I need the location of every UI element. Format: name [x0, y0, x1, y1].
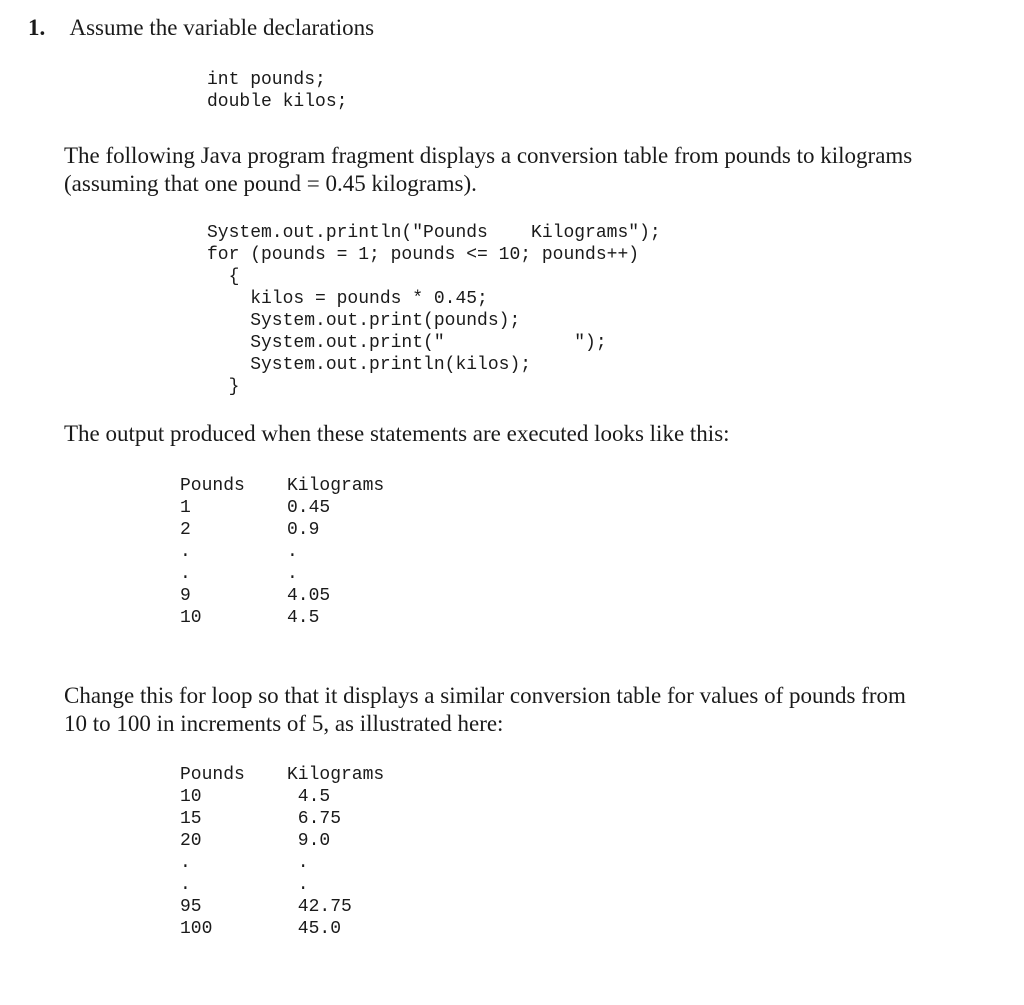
code-line: System.out.print(" "); — [207, 333, 607, 353]
paragraph-line: Change this for loop so that it displays a similar conversion table for values of pounds from — [64, 683, 906, 708]
paragraph-task — [64, 682, 906, 738]
paragraph-line: 10 to 100 in increments of 5, as illustrated here: — [64, 711, 504, 736]
table-row — [180, 541, 384, 563]
code-line: } — [207, 377, 240, 397]
cell-pounds: 100 — [180, 919, 213, 939]
declarations-block — [207, 69, 347, 113]
cell-pounds: 2 — [180, 520, 191, 540]
output-table-header — [180, 475, 384, 497]
cell-kilograms: 4.5 — [287, 787, 331, 807]
table-row — [180, 497, 384, 519]
cell-kilograms: 4.05 — [287, 586, 331, 606]
table-row — [180, 519, 384, 541]
target-table — [180, 764, 384, 940]
question-header — [28, 14, 374, 42]
cell-pounds: 10 — [180, 787, 202, 807]
cell-kilograms: . — [287, 875, 309, 895]
cell-kilograms: 0.45 — [287, 498, 331, 518]
code-block — [207, 222, 661, 398]
table-row — [180, 830, 384, 852]
cell-kilograms: 4.5 — [287, 608, 320, 628]
code-line: System.out.print(pounds); — [207, 311, 521, 331]
table-row — [180, 874, 384, 896]
table-row — [180, 896, 384, 918]
table-row — [180, 852, 384, 874]
cell-pounds: 9 — [180, 586, 191, 606]
cell-kilograms: 6.75 — [287, 809, 342, 829]
table-row — [180, 585, 384, 607]
code-line: for (pounds = 1; pounds <= 10; pounds++) — [207, 245, 640, 265]
cell-pounds: 10 — [180, 608, 202, 628]
header-kilograms: Kilograms — [287, 765, 385, 785]
cell-pounds: . — [180, 875, 191, 895]
target-table-header — [180, 764, 384, 786]
cell-kilograms: . — [287, 853, 309, 873]
cell-pounds: . — [180, 564, 191, 584]
question-number: 1. — [28, 15, 46, 40]
cell-kilograms: . — [287, 564, 298, 584]
declaration-line: int pounds; — [207, 70, 326, 90]
code-line: System.out.println("Pounds Kilograms"); — [207, 223, 661, 243]
table-row — [180, 563, 384, 585]
header-kilograms: Kilograms — [287, 476, 385, 496]
cell-kilograms: 9.0 — [287, 831, 331, 851]
cell-kilograms: 0.9 — [287, 520, 320, 540]
table-row — [180, 918, 384, 940]
table-row — [180, 808, 384, 830]
cell-kilograms: 45.0 — [287, 919, 342, 939]
paragraph-output-intro: The output produced when these statements are executed looks like this: — [64, 421, 730, 446]
code-line: { — [207, 267, 240, 287]
paragraph-line: (assuming that one pound = 0.45 kilograms). — [64, 171, 477, 196]
cell-pounds: 1 — [180, 498, 191, 518]
output-table — [180, 475, 384, 629]
cell-pounds: 15 — [180, 809, 202, 829]
cell-pounds: . — [180, 542, 191, 562]
cell-pounds: . — [180, 853, 191, 873]
table-row — [180, 607, 384, 629]
cell-pounds: 20 — [180, 831, 202, 851]
question-intro: Assume the variable declarations — [69, 15, 375, 40]
cell-kilograms: 42.75 — [287, 897, 352, 917]
header-pounds: Pounds — [180, 765, 245, 785]
cell-pounds: 95 — [180, 897, 202, 917]
header-pounds: Pounds — [180, 476, 245, 496]
paragraph-description — [64, 142, 912, 198]
table-row — [180, 786, 384, 808]
code-line: System.out.println(kilos); — [207, 355, 532, 375]
paragraph-line: The following Java program fragment displays a conversion table from pounds to kilograms — [64, 143, 913, 168]
cell-kilograms: . — [287, 542, 298, 562]
code-line: kilos = pounds * 0.45; — [207, 289, 488, 309]
declaration-line: double kilos; — [207, 92, 348, 112]
